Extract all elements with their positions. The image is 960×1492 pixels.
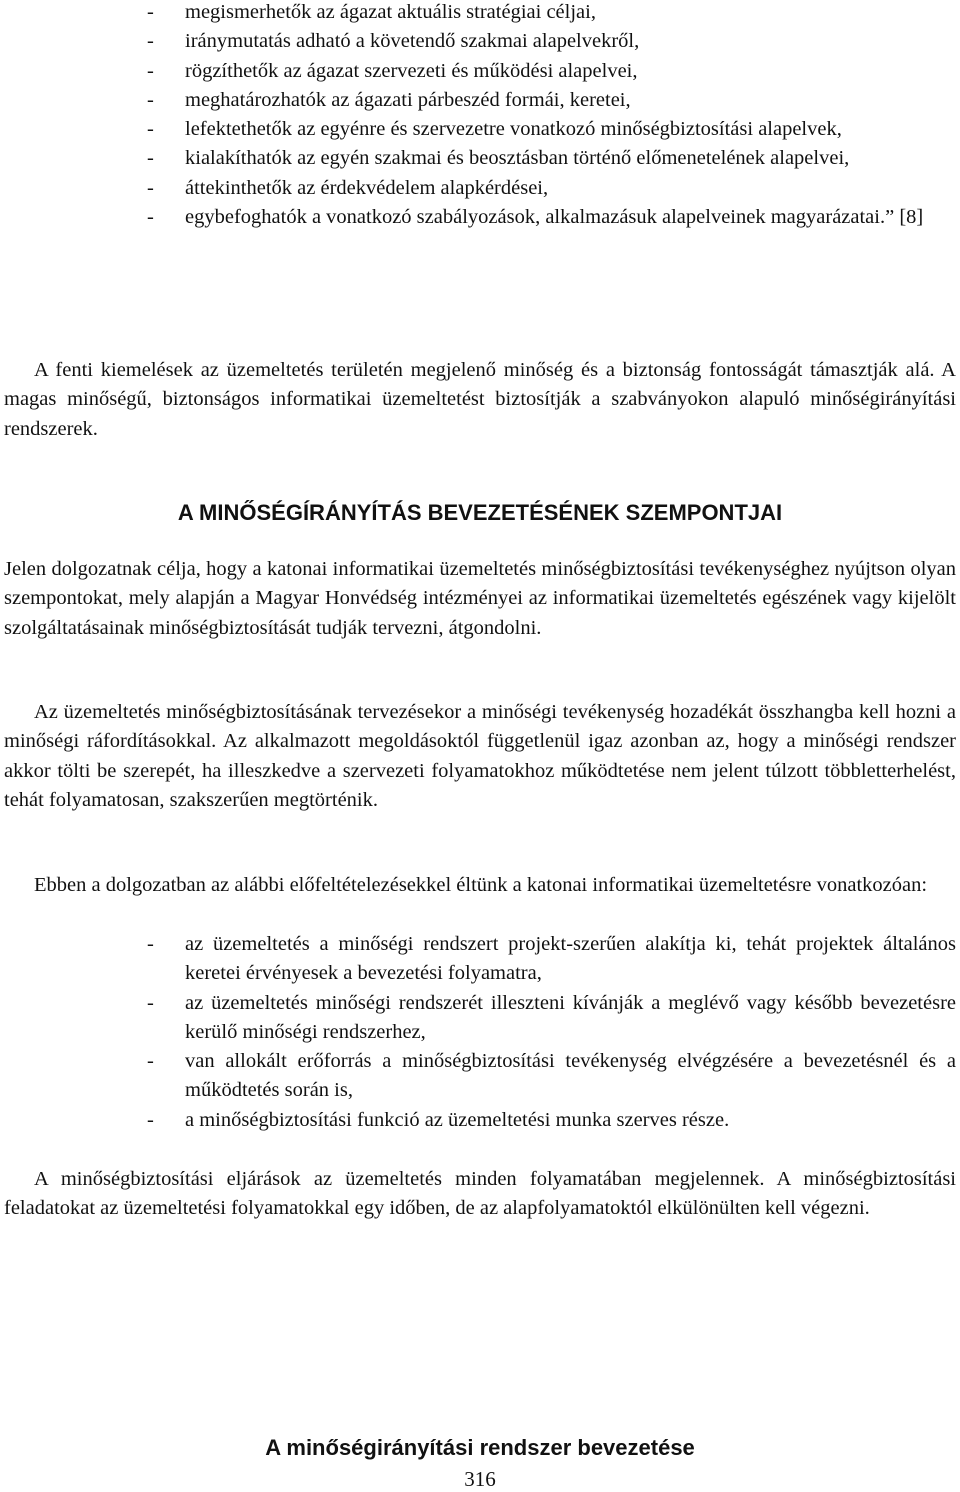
page-number: 316: [464, 1467, 496, 1491]
list-dash: -: [147, 147, 154, 170]
paragraph-standards: A fenti kiemelések az üzemeltetés területén megjelenő minőség és a biztonság fontosságát támasztják alá. A magas minőségű, biztonságos informatikai üzemeltetést biztosítják a szabványokon alapuló minőségirányítási rendszerek.: [4, 359, 956, 440]
list-dash: -: [147, 59, 154, 82]
list-dash: -: [147, 933, 154, 955]
list-item: [0, 86, 960, 115]
list-dash: -: [147, 30, 154, 53]
list-item-text: kialakíthatók az egyén szakmai és beosztásban történő előmenetelének alapelvei,: [185, 147, 850, 170]
list-item-text: az üzemeltetés minőségi rendszerét illeszteni kívánják a meglévő vagy később bevezetésre kerülő minőségi rendszerhez,: [185, 991, 956, 1043]
objectives-list: [0, 0, 960, 232]
list-item: [0, 930, 960, 989]
list-item-text: lefektethetők az egyénre és szervezetre vonatkozó minőségbiztosítási alapelvek,: [185, 118, 842, 141]
list-item-text: áttekinthetők az érdekvédelem alapkérdései,: [185, 176, 549, 199]
list-dash: -: [147, 118, 154, 141]
list-dash: -: [147, 206, 154, 229]
list-dash: -: [147, 176, 154, 199]
list-item-text: meghatározhatók az ágazati párbeszéd formái, keretei,: [185, 88, 631, 111]
list-item: [0, 1047, 960, 1106]
list-item: [0, 27, 960, 56]
section-heading: A MINŐSÉGÍRÁNYÍTÁS BEVEZETÉSÉNEK SZEMPONTJAI: [177, 500, 783, 525]
list-item: [0, 203, 960, 232]
list-dash: -: [147, 991, 154, 1014]
list-item-text: egybefoghatók a vonatkozó szabályozások, alkalmazásuk alapelveinek magyarázatai.” [8]: [185, 206, 924, 229]
list-item: [0, 0, 960, 27]
list-item-text: a minőségbiztosítási funkció az üzemeltetési munka szerves része.: [185, 1108, 730, 1131]
list-item-text: iránymutatás adható a követendő szakmai alapelvekről,: [185, 30, 640, 53]
paragraph-procedures: A minőségbiztosítási eljárások az üzemeltetés minden folyamatában megjelennek. A minőségbiztosítási feladatokat az üzemeltetési folyamatokkal egy időben, de az alapfolyamatoktól elkülönülten kell végezni.: [4, 1168, 956, 1220]
assumptions-list: [0, 930, 960, 1135]
paragraph-assumptions: Ebben a dolgozatban az alábbi előfeltételezésekkel éltünk a katonai informatikai üzemeltetésre vonatkozóan:: [34, 874, 928, 896]
footer-title: A minőségirányítási rendszer bevezetése: [265, 1435, 695, 1460]
list-item-text: van allokált erőforrás a minőségbiztosítási tevékenység elvégzésére a bevezetésnél és a működtetés során is,: [185, 1050, 956, 1102]
list-item: [0, 144, 960, 173]
list-item: [0, 174, 960, 203]
list-item: [0, 1106, 960, 1135]
list-dash: -: [147, 1108, 154, 1131]
paragraph-planning: Az üzemeltetés minőségbiztosításának tervezésekor a minőségi tevékenység hozadékát összhangba kell hozni a minőségi ráfordításokkal. Az alkalmazott megoldásoktól függetlenül igaz azonban az, hogy a minőségi rendszer akkor tölti be szerepét, ha illeszkedve a szervezeti folyamatokhoz működtetése nem jelent túlzott többletterhelést, tehát folyamatosan, szakszerűen megtörténik.: [4, 701, 956, 811]
list-item-text: az üzemeltetés a minőségi rendszert projekt-szerűen alakítja ki, tehát projektek általános keretei érvényesek a bevezetési folyamatra,: [185, 933, 956, 985]
list-item-text: rögzíthetők az ágazat szervezeti és működési alapelvei,: [185, 59, 638, 82]
list-item: [0, 989, 960, 1048]
list-item: [0, 57, 960, 86]
list-dash: -: [147, 1050, 154, 1073]
list-dash: -: [147, 1, 154, 23]
paragraph-purpose: Jelen dolgozatnak célja, hogy a katonai informatikai üzemeltetés minőségbiztosítási tevékenységhez nyújtson olyan szempontokat, mely alapján a Magyar Honvédség intézményei az informatikai üzemeltetés egészének vagy kijelölt szolgáltatásainak minőségbiztosítását tudják tervezni, átgondolni.: [4, 558, 956, 639]
list-item: [0, 115, 960, 144]
list-dash: -: [147, 88, 154, 111]
list-item-text: megismerhetők az ágazat aktuális stratégiai céljai,: [185, 1, 596, 23]
